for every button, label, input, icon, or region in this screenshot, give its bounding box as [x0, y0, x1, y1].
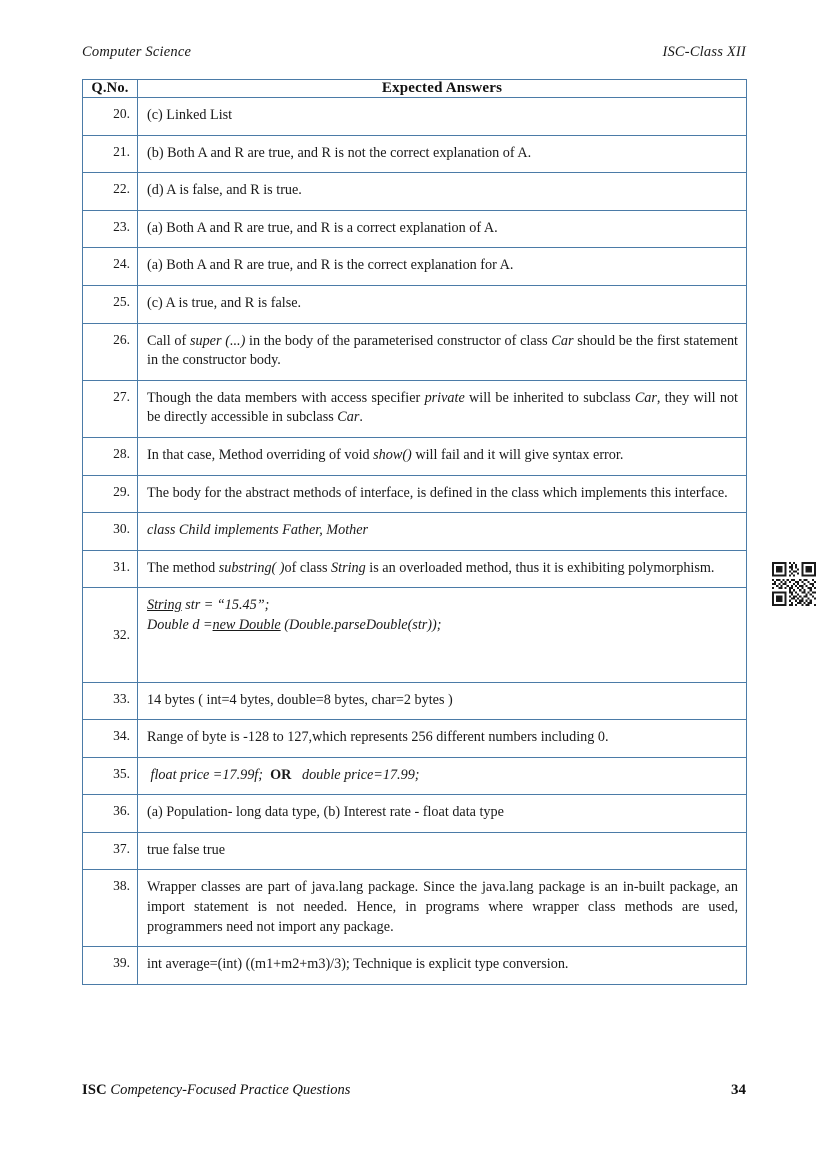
row-answer: (a) Population- long data type, (b) Interest rate - float data type: [138, 795, 747, 833]
running-header: [82, 44, 746, 61]
row-answer: The method substring( )of class String is an overloaded method, thus it is exhibiting polymorphism.: [138, 550, 747, 588]
row-answer: true false true: [138, 832, 747, 870]
row-answer: (d) A is false, and R is true.: [138, 173, 747, 211]
row-number: 22.: [83, 173, 138, 211]
row-answer: class Child implements Father, Mother: [138, 513, 747, 551]
table-row: [83, 682, 747, 720]
table-row: [83, 475, 747, 513]
row-answer: (a) Both A and R are true, and R is the correct explanation for A.: [138, 248, 747, 286]
footer-title-group: [82, 1082, 350, 1099]
table-row: [83, 832, 747, 870]
table-row: [83, 323, 747, 380]
row-number: 23.: [83, 210, 138, 248]
table-row: [83, 757, 747, 795]
row-number: 20.: [83, 98, 138, 136]
table-row: [83, 513, 747, 551]
row-number: 30.: [83, 513, 138, 551]
footer-brand: ISC: [82, 1082, 107, 1098]
row-answer: Range of byte is -128 to 127,which represents 256 different numbers including 0.: [138, 720, 747, 758]
table-body: [83, 98, 747, 985]
row-number: 32.: [83, 588, 138, 682]
row-number: 27.: [83, 380, 138, 437]
table-row: [83, 135, 747, 173]
table-row: [83, 173, 747, 211]
table-row: [83, 720, 747, 758]
row-answer: (a) Both A and R are true, and R is a correct explanation of A.: [138, 210, 747, 248]
row-answer: (b) Both A and R are true, and R is not the correct explanation of A.: [138, 135, 747, 173]
row-number: 35.: [83, 757, 138, 795]
table-header-row: [83, 80, 747, 98]
row-answer: 14 bytes ( int=4 bytes, double=8 bytes, char=2 bytes ): [138, 682, 747, 720]
table-row: [83, 550, 747, 588]
table-row: [83, 285, 747, 323]
row-answer: String str = “15.45”; Double d =new Double (Double.parseDouble(str));: [138, 588, 747, 682]
row-number: 25.: [83, 285, 138, 323]
header-subject: Computer Science: [82, 44, 192, 60]
page-footer: [82, 1082, 746, 1099]
row-answer: Though the data members with access specifier private will be inherited to subclass Car, they will not be directly accessible in subclass Car.: [138, 380, 747, 437]
row-number: 39.: [83, 947, 138, 985]
table-row: [83, 98, 747, 136]
row-number: 38.: [83, 870, 138, 947]
row-number: 37.: [83, 832, 138, 870]
table-row: [83, 795, 747, 833]
row-answer: The body for the abstract methods of interface, is defined in the class which implements this interface.: [138, 475, 747, 513]
row-answer: In that case, Method overriding of void show() will fail and it will give syntax error.: [138, 437, 747, 475]
row-answer: Wrapper classes are part of java.lang package. Since the java.lang package is an in-built package, an import statement is not needed. Hence, in programs where wrapper class methods are used, programmers need not import any package.: [138, 870, 747, 947]
table-row: [83, 248, 747, 286]
row-answer: int average=(int) ((m1+m2+m3)/3); Technique is explicit type conversion.: [138, 947, 747, 985]
row-number: 21.: [83, 135, 138, 173]
row-answer: (c) A is true, and R is false.: [138, 285, 747, 323]
row-number: 28.: [83, 437, 138, 475]
table-row: [83, 210, 747, 248]
row-number: 34.: [83, 720, 138, 758]
row-answer: Call of super (...) in the body of the parameterised constructor of class Car should be the first statement in the constructor body.: [138, 323, 747, 380]
row-number: 33.: [83, 682, 138, 720]
table-row: [83, 947, 747, 985]
column-header-expected-answers: Expected Answers: [138, 80, 747, 98]
expected-answers-table: [82, 79, 747, 985]
row-number: 24.: [83, 248, 138, 286]
table-row: [83, 437, 747, 475]
table-row: [83, 588, 747, 682]
table-row: [83, 380, 747, 437]
row-number: 31.: [83, 550, 138, 588]
table-header: [83, 80, 747, 98]
row-number: 26.: [83, 323, 138, 380]
row-number: 36.: [83, 795, 138, 833]
table-row: [83, 870, 747, 947]
row-answer: float price =17.99f; OR double price=17.99;: [138, 757, 747, 795]
row-answer: (c) Linked List: [138, 98, 747, 136]
footer-title: Competency-Focused Practice Questions: [110, 1082, 351, 1098]
header-class: ISC-Class XII: [662, 44, 746, 60]
footer-page-number: 34: [731, 1082, 746, 1098]
qr-code-icon[interactable]: [772, 562, 816, 606]
row-number: 29.: [83, 475, 138, 513]
column-header-qno: Q.No.: [83, 80, 138, 98]
